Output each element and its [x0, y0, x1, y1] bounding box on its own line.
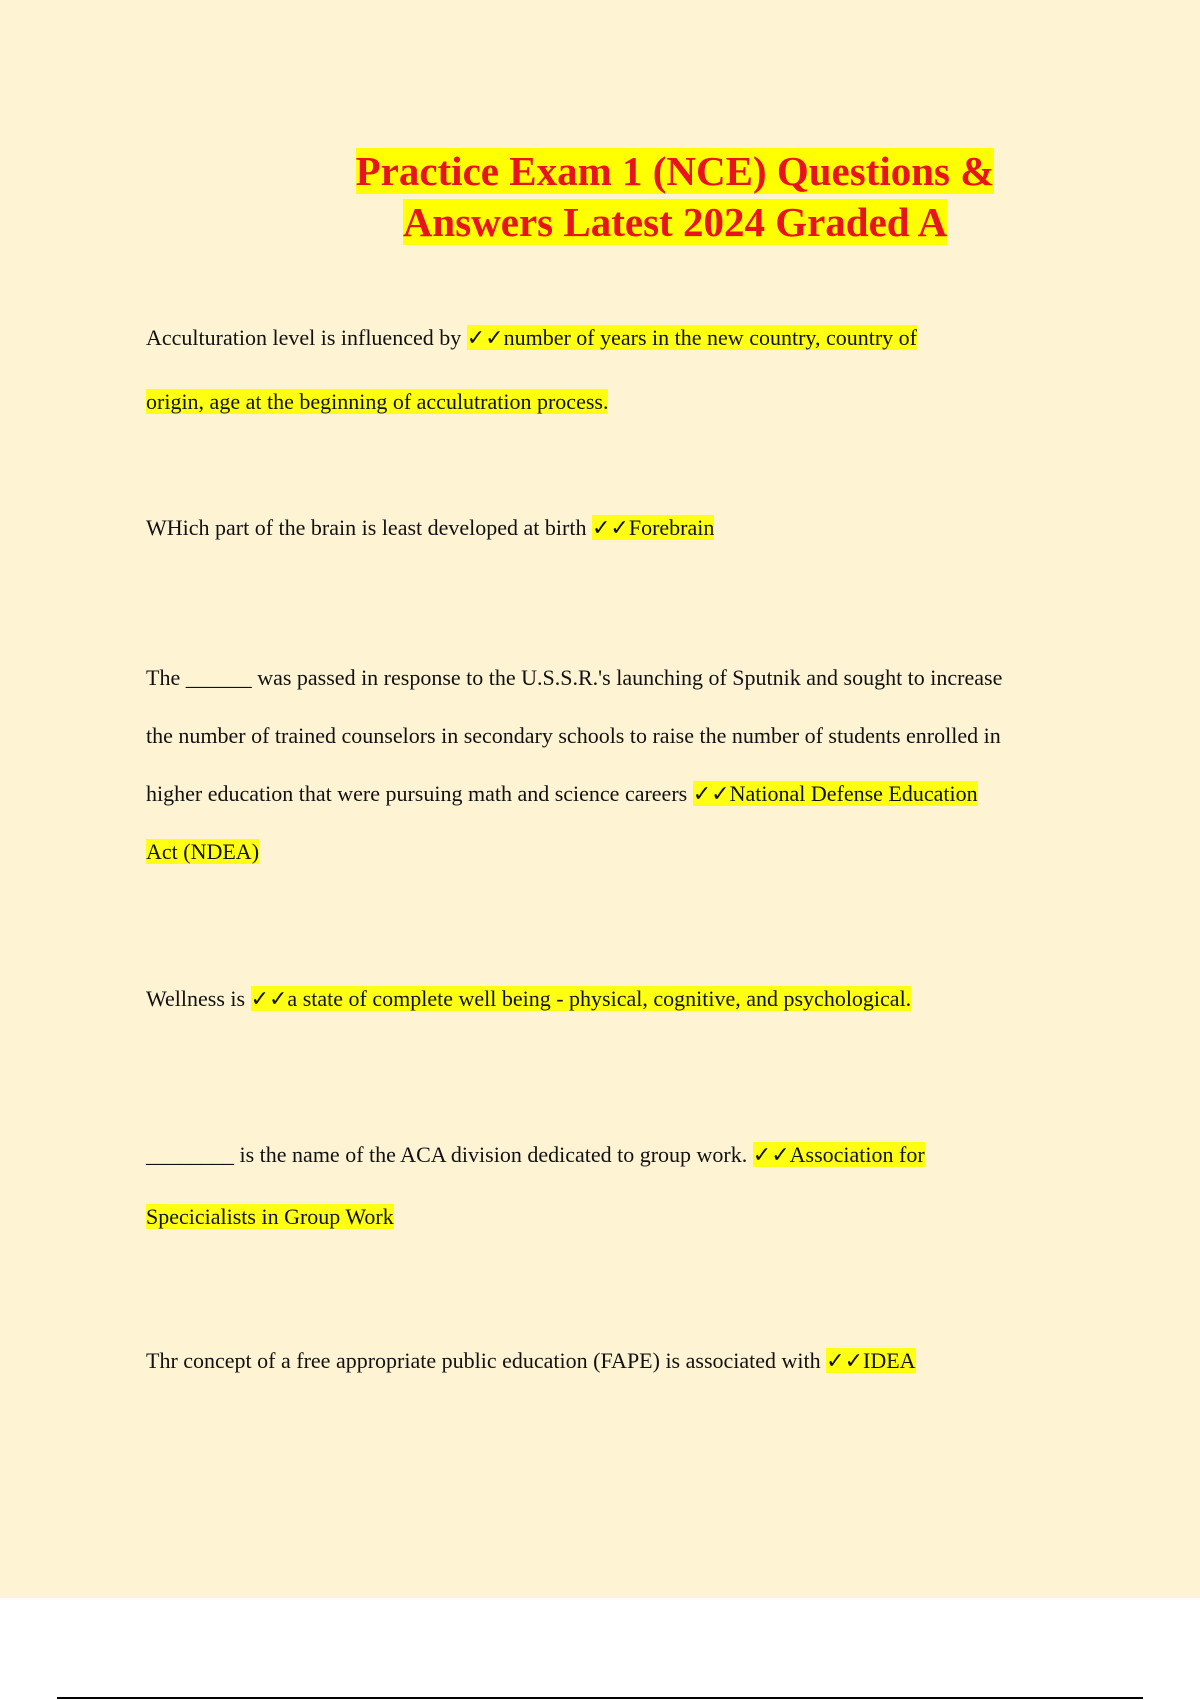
question-text-line-3: higher education that were pursuing math and science careers	[146, 781, 693, 806]
qa-item-acculturation	[146, 306, 1096, 434]
qa-item-fape	[146, 1345, 1096, 1377]
qa-item-ndea	[146, 649, 1096, 881]
question-text-line-2: the number of trained counselors in secondary schools to raise the number of students enrolled in	[146, 723, 1001, 748]
answer-text-continued: origin, age at the beginning of acculutration process.	[146, 389, 609, 414]
title-line-1: Practice Exam 1 (NCE) Questions &	[355, 148, 995, 194]
footer-divider	[57, 1697, 1143, 1699]
question-text: Acculturation level is influenced by	[146, 325, 467, 350]
document-title	[250, 146, 1100, 248]
question-text: WHich part of the brain is least developed at birth	[146, 515, 592, 540]
question-text: Wellness is	[146, 986, 251, 1011]
answer-text: ✓✓Forebrain	[591, 515, 715, 540]
title-line-2: Answers Latest 2024 Graded A	[402, 199, 948, 245]
answer-text-continued: Act (NDEA)	[146, 839, 260, 864]
qa-item-wellness	[146, 983, 1096, 1015]
answer-text: ✓✓Association for	[752, 1142, 925, 1167]
answer-text: ✓✓a state of complete well being - physical, cognitive, and psychological.	[250, 986, 912, 1011]
answer-text: ✓✓National Defense Education	[692, 781, 978, 806]
question-text-line-1: The ______ was passed in response to the U.S.S.R.'s launching of Sputnik and sought to increase	[146, 665, 1003, 690]
answer-text: ✓✓IDEA	[826, 1348, 916, 1373]
answer-text: ✓✓number of years in the new country, country of	[466, 325, 917, 350]
qa-item-aca-division	[146, 1124, 1096, 1248]
qa-item-brain	[146, 512, 1096, 544]
question-text: ________ is the name of the ACA division dedicated to group work.	[146, 1142, 753, 1167]
question-text: Thr concept of a free appropriate public education (FAPE) is associated with	[146, 1348, 827, 1373]
answer-text-continued: Specicialists in Group Work	[146, 1204, 394, 1229]
